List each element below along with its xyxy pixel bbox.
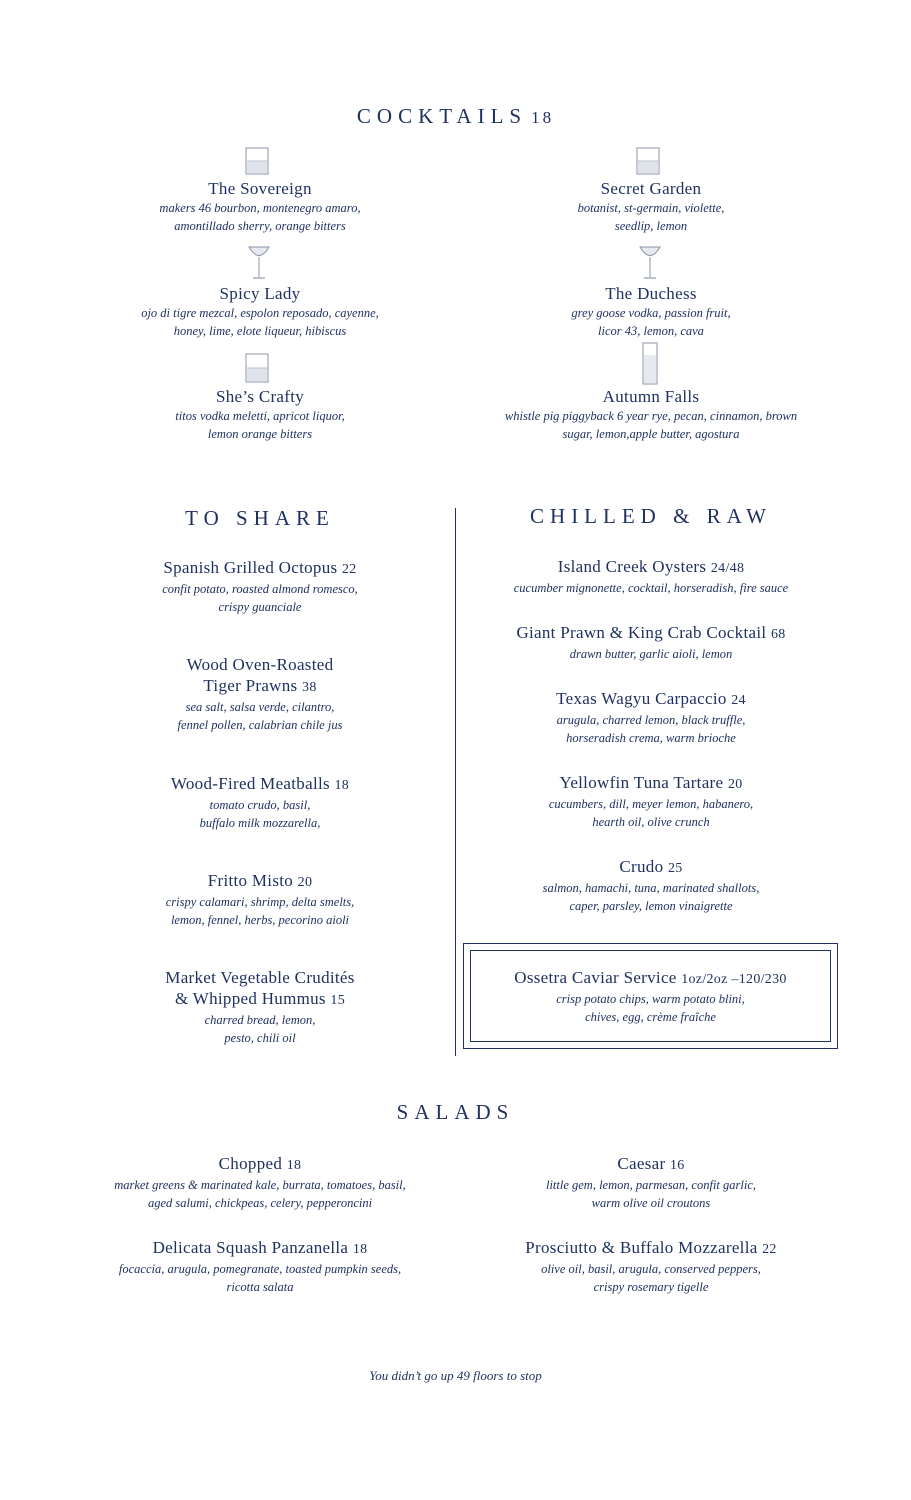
share-item-desc: tomato crudo, basil, [209, 798, 311, 812]
salad-item [60, 1237, 460, 1296]
chilled-raw-heading: CHILLED & RAW [530, 504, 772, 528]
share-item-desc: fennel pollen, calabrian chile jus [177, 718, 343, 732]
raw-item-price: 25 [667, 861, 683, 876]
share-item [60, 773, 460, 832]
caviar-item [463, 967, 838, 1026]
salad-desc: warm olive oil croutons [591, 1196, 711, 1210]
share-item-desc: sea salt, salsa verde, cilantro, [185, 700, 335, 714]
raw-item-name: Yellowfin Tuna Tartare [559, 773, 724, 792]
salad-name: Delicata Squash Panzanella [152, 1238, 349, 1257]
raw-item-desc: cucumber mignonette, cocktail, horseradish, fire sauce [513, 581, 789, 595]
cocktail-item [60, 283, 460, 340]
cocktail-name: Spicy Lady [219, 284, 301, 303]
share-item-name: Market Vegetable Crudités [165, 968, 355, 987]
raw-item-desc: cucumbers, dill, meyer lemon, habanero, [548, 797, 754, 811]
to-share-heading: TO SHARE [185, 506, 335, 530]
share-item [60, 967, 460, 1047]
share-item-price: 22 [342, 562, 357, 577]
cocktail-item [451, 178, 851, 235]
cocktail-desc: honey, lime, elote liqueur, hibiscus [173, 324, 347, 338]
salads-heading: SALADS [396, 1100, 515, 1124]
column-divider [455, 508, 456, 1056]
salad-name: Prosciutto & Buffalo Mozzarella [525, 1238, 758, 1257]
cocktail-item [451, 283, 851, 340]
cocktail-desc: sugar, lemon,apple butter, agostura [562, 427, 740, 441]
salad-item [60, 1153, 460, 1212]
share-item [60, 557, 460, 616]
caviar-desc: chives, egg, crème fraîche [585, 1010, 716, 1024]
share-item-desc: confit potato, roasted almond romesco, [162, 582, 358, 596]
salad-desc: crispy rosemary tigelle [593, 1280, 709, 1294]
cocktail-item [60, 386, 460, 443]
raw-item-price: 20 [727, 777, 743, 792]
raw-item-desc: arugula, charred lemon, black truffle, [556, 713, 746, 727]
cocktail-name: She’s Crafty [215, 387, 305, 406]
share-item [60, 870, 460, 929]
share-item-price: 18 [334, 778, 350, 793]
raw-item [461, 556, 841, 597]
share-item-price: 38 [302, 680, 317, 695]
share-item-name: Wood Oven-Roasted [186, 655, 334, 674]
cocktail-desc: seedlip, lemon [614, 219, 688, 233]
cocktail-desc: titos vodka meletti, apricot liquor, [175, 409, 345, 423]
raw-item-name: Giant Prawn & King Crab Cocktail [516, 623, 767, 642]
salad-price: 16 [670, 1158, 685, 1173]
cocktail-name: Autumn Falls [602, 387, 700, 406]
raw-item-desc: horseradish crema, warm brioche [566, 731, 736, 745]
share-item-name: Wood-Fired Meatballs [170, 774, 330, 793]
raw-item-desc: salmon, hamachi, tuna, marinated shallots, [542, 881, 760, 895]
share-item-name: Fritto Misto [207, 871, 294, 890]
raw-item [461, 856, 841, 915]
salad-name: Caesar [617, 1154, 666, 1173]
cocktails-title: COCKTAILS [356, 104, 528, 128]
coupe-glass-icon [638, 244, 662, 282]
cocktail-desc: makers 46 bourbon, montenegro amaro, [159, 201, 361, 215]
salad-desc: market greens & marinated kale, burrata, tomatoes, basil, [114, 1178, 406, 1192]
raw-item-desc: caper, parsley, lemon vinaigrette [569, 899, 733, 913]
caviar-name: Ossetra Caviar Service [514, 968, 677, 987]
cocktail-desc: botanist, st-germain, violette, [577, 201, 725, 215]
share-item-desc: crispy guanciale [218, 600, 302, 614]
caviar-price: 1oz/2oz –120/230 [681, 972, 787, 987]
raw-item-price: 24/48 [710, 561, 745, 576]
share-item-price: 15 [330, 993, 346, 1008]
share-item-desc: crispy calamari, shrimp, delta smelts, [165, 895, 355, 909]
share-item [60, 654, 460, 734]
cocktail-name: Secret Garden [600, 179, 702, 198]
salad-item [451, 1153, 851, 1212]
share-item-desc: charred bread, lemon, [204, 1013, 316, 1027]
raw-item [461, 622, 841, 663]
salad-price: 18 [352, 1242, 368, 1257]
raw-item-name: Crudo [619, 857, 664, 876]
share-item-desc: lemon, fennel, herbs, pecorino aioli [170, 913, 350, 927]
footer-tagline: You didn’t go up 49 floors to stop [369, 1368, 542, 1383]
salad-desc: little gem, lemon, parmesan, confit garlic, [545, 1178, 757, 1192]
cocktail-desc: grey goose vodka, passion fruit, [571, 306, 731, 320]
rocks-glass-icon [634, 146, 662, 176]
salad-desc: aged salumi, chickpeas, celery, pepperoncini [147, 1196, 373, 1210]
cocktail-item [451, 386, 851, 443]
raw-item-name: Texas Wagyu Carpaccio [556, 689, 727, 708]
salad-desc: olive oil, basil, arugula, conserved peppers, [541, 1262, 761, 1276]
rocks-glass-icon [243, 352, 271, 384]
cocktail-name: The Sovereign [208, 179, 312, 198]
raw-item-name: Island Creek Oysters [557, 557, 707, 576]
cocktail-desc: licor 43, lemon, cava [598, 324, 704, 338]
cocktails-price: 18 [531, 108, 555, 127]
share-item-name: Tiger Prawns [203, 676, 298, 695]
caviar-desc: crisp potato chips, warm potato blini, [556, 992, 745, 1006]
cocktail-desc: amontillado sherry, orange bitters [174, 219, 346, 233]
salad-desc: focaccia, arugula, pomegranate, toasted pumpkin seeds, [118, 1262, 402, 1276]
share-item-price: 20 [297, 875, 313, 890]
cocktail-name: The Duchess [605, 284, 697, 303]
raw-item [461, 688, 841, 747]
cocktails-heading [0, 104, 911, 129]
rocks-glass-icon [243, 146, 271, 176]
salad-price: 18 [286, 1158, 302, 1173]
coupe-glass-icon [247, 244, 271, 282]
highball-glass-icon [641, 341, 659, 386]
cocktail-desc: whistle pig piggyback 6 year rye, pecan, cinnamon, brown [504, 409, 798, 423]
raw-item-price: 24 [731, 693, 746, 708]
raw-item-desc: drawn butter, garlic aioli, lemon [569, 647, 733, 661]
salad-item [451, 1237, 851, 1296]
raw-item-desc: hearth oil, olive crunch [592, 815, 710, 829]
salad-price: 22 [762, 1242, 777, 1257]
share-item-desc: pesto, chili oil [224, 1031, 296, 1045]
share-item-name: Spanish Grilled Octopus [163, 558, 338, 577]
salad-name: Chopped [218, 1154, 283, 1173]
salad-desc: ricotta salata [226, 1280, 294, 1294]
raw-item [461, 772, 841, 831]
share-item-desc: buffalo milk mozzarella, [199, 816, 321, 830]
cocktail-desc: lemon orange bitters [207, 427, 313, 441]
raw-item-price: 68 [770, 627, 786, 642]
cocktail-desc: ojo di tigre mezcal, espolon reposado, cayenne, [141, 306, 379, 320]
cocktail-item [60, 178, 460, 235]
share-item-name: & Whipped Hummus [174, 989, 326, 1008]
